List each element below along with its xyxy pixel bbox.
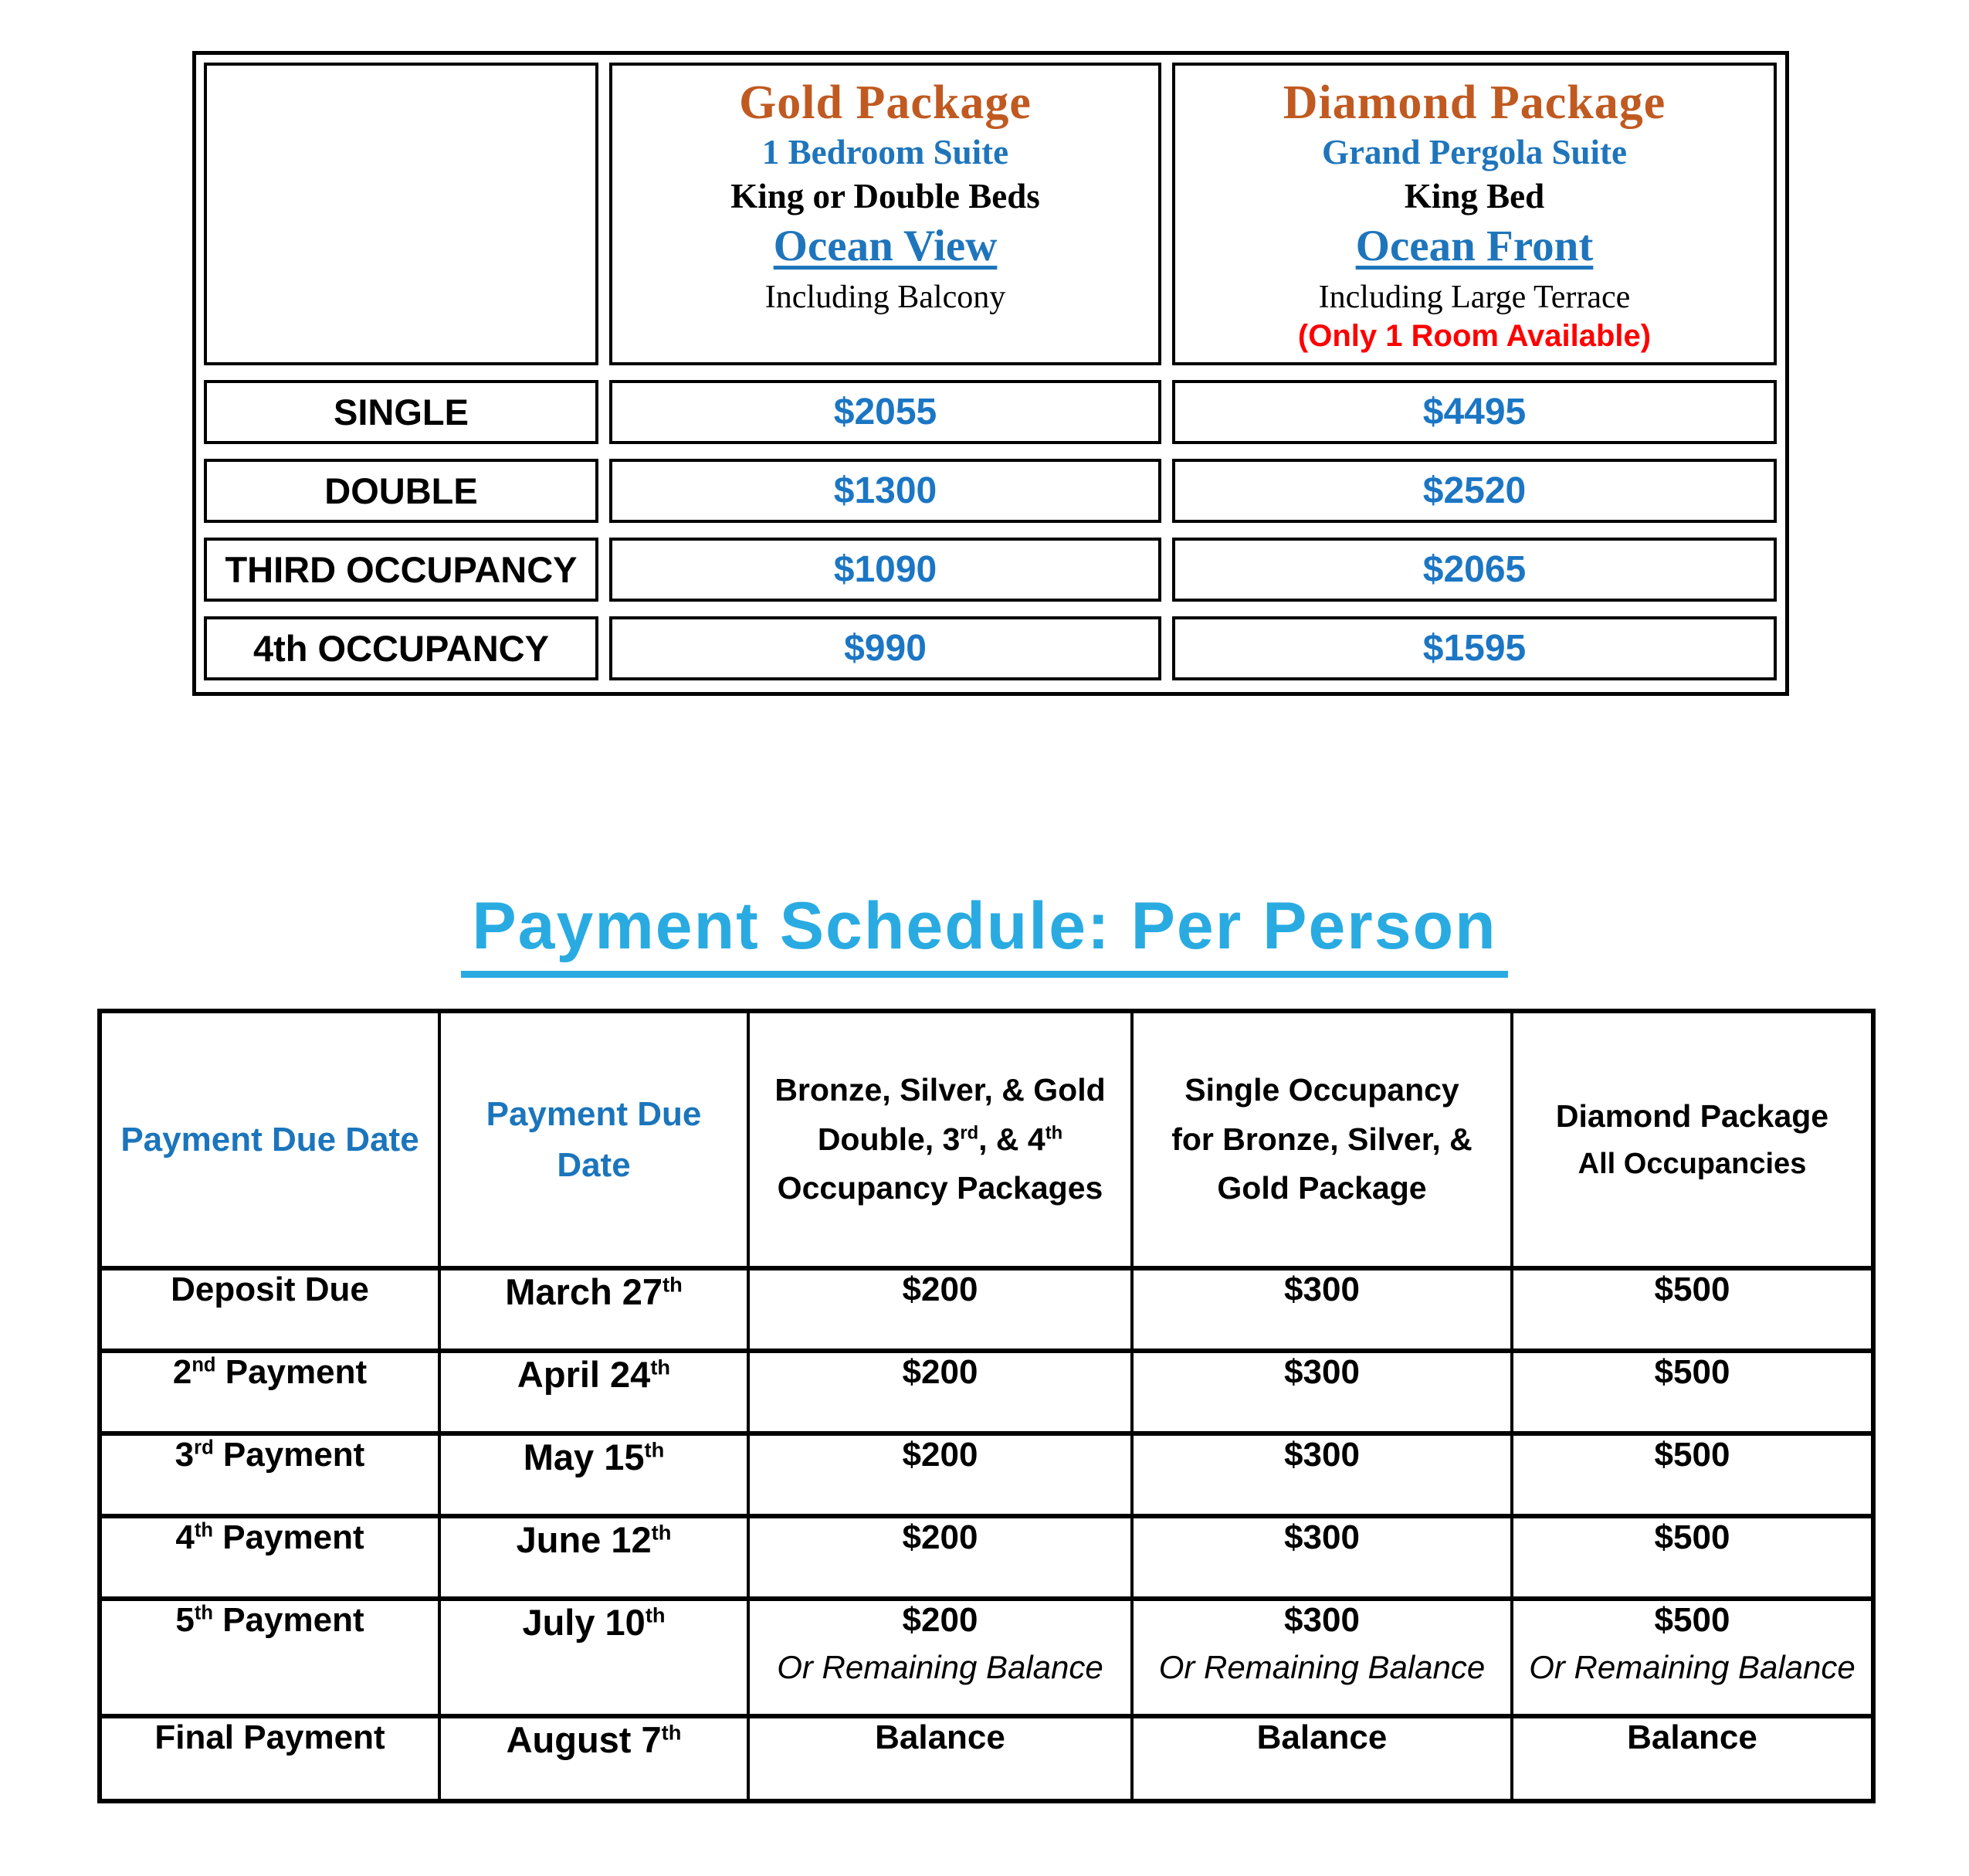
- amount-note: Or Remaining Balance: [1529, 1649, 1855, 1685]
- occupancy-label-text: THIRD OCCUPANCY: [225, 549, 578, 590]
- ordinal-superscript: th: [1045, 1122, 1063, 1144]
- ordinal-superscript: th: [644, 1437, 665, 1462]
- due-date: March 27: [505, 1271, 663, 1312]
- amount-single-cell: [1132, 1351, 1512, 1433]
- diamond-third-occupancy-price: [1172, 538, 1777, 602]
- payment-label-rest: Payment: [213, 1436, 365, 1474]
- ordinal-superscript: rd: [194, 1437, 214, 1459]
- amount: $500: [1654, 1436, 1730, 1474]
- due-date-cell: [439, 1599, 748, 1716]
- diamond-package-beds: King Bed: [1404, 176, 1545, 215]
- amount-single-cell: [1132, 1433, 1512, 1516]
- amount: $200: [902, 1353, 978, 1391]
- price-text: $2055: [833, 392, 937, 433]
- price-text: $2065: [1422, 549, 1527, 590]
- payment-label: 2: [172, 1353, 192, 1391]
- header-payment-due-date-1: [100, 1011, 439, 1268]
- ordinal-superscript: th: [661, 1720, 682, 1745]
- ordinal-superscript: th: [650, 1355, 671, 1379]
- amount: $200: [902, 1436, 978, 1474]
- occupancy-label-text: SINGLE: [334, 392, 469, 433]
- amount-note: Or Remaining Balance: [1158, 1649, 1486, 1685]
- header-line: Single Occupancy: [1184, 1072, 1459, 1108]
- amount: $300: [1284, 1601, 1360, 1639]
- gold-package-title: Gold Package: [739, 76, 1032, 129]
- ordinal-superscript: nd: [191, 1354, 216, 1376]
- schedule-row-4th-payment: [100, 1516, 1873, 1599]
- header-line: Bronze, Silver, & Gold: [774, 1072, 1106, 1108]
- diamond-single-price: [1172, 380, 1777, 444]
- amount-single-cell: [1132, 1716, 1512, 1801]
- price-text: $1090: [833, 549, 937, 590]
- amount-standard-cell: [748, 1268, 1132, 1351]
- due-date: April 24: [517, 1354, 651, 1395]
- amount: $500: [1654, 1518, 1730, 1556]
- occupancy-label-text: 4th OCCUPANCY: [253, 628, 549, 669]
- occupancy-label-text: DOUBLE: [324, 470, 478, 511]
- gold-double-price: [609, 459, 1161, 523]
- gold-third-occupancy-price: [609, 538, 1161, 602]
- header-text-part: Double, 3: [817, 1121, 961, 1157]
- schedule-header-row: [100, 1011, 1873, 1268]
- header-diamond-package: [1512, 1011, 1873, 1268]
- ordinal-superscript: rd: [960, 1122, 979, 1144]
- price-text: $4495: [1422, 392, 1527, 433]
- payment-label-cell: [100, 1433, 439, 1516]
- amount-single-cell: [1132, 1516, 1512, 1599]
- diamond-fourth-occupancy-price: [1172, 616, 1777, 680]
- ordinal-superscript: th: [194, 1602, 213, 1624]
- payment-label-cell: [100, 1716, 439, 1801]
- payment-label-cell: [100, 1351, 439, 1433]
- ordinal-superscript: th: [651, 1520, 672, 1545]
- amount: $200: [902, 1601, 978, 1639]
- payment-label-cell: [100, 1268, 439, 1351]
- payment-label: 4: [175, 1518, 195, 1556]
- occupancy-row-label: [204, 616, 598, 680]
- header-line: Payment Due: [486, 1094, 702, 1133]
- due-date: August 7: [506, 1719, 662, 1760]
- header-line: All Occupancies: [1578, 1147, 1807, 1180]
- amount: $200: [902, 1270, 978, 1308]
- payment-label-rest: Payment: [212, 1601, 364, 1639]
- price-text: $1300: [833, 470, 937, 511]
- gold-package-suite: 1 Bedroom Suite: [761, 133, 1009, 172]
- package-table-corner-cell: [204, 63, 598, 365]
- payment-schedule-table: [97, 1009, 1876, 1803]
- payment-label-rest: Payment: [215, 1353, 368, 1391]
- header-line: Diamond Package: [1555, 1098, 1829, 1135]
- payment-label-rest: Payment: [212, 1518, 364, 1556]
- amount: $200: [902, 1518, 978, 1556]
- diamond-package-extra: Including Large Terrace: [1318, 279, 1631, 315]
- diamond-package-availability-note: (Only 1 Room Available): [1297, 318, 1652, 353]
- amount: $300: [1284, 1270, 1360, 1308]
- amount-single-cell: [1132, 1599, 1512, 1716]
- amount: $500: [1654, 1353, 1730, 1391]
- header-line: Date: [557, 1145, 631, 1184]
- header-line: for Bronze, Silver, &: [1171, 1121, 1473, 1157]
- amount-single-cell: [1132, 1268, 1512, 1351]
- diamond-package-view: Ocean Front: [1355, 222, 1594, 271]
- schedule-row-final-payment: [100, 1716, 1873, 1801]
- gold-package-extra: Including Balcony: [764, 279, 1006, 315]
- due-date-cell: [439, 1516, 748, 1599]
- amount: $300: [1284, 1353, 1360, 1391]
- price-text: $1595: [1422, 628, 1527, 669]
- gold-package-view: Ocean View: [773, 222, 998, 271]
- amount-diamond-cell: [1512, 1268, 1873, 1351]
- amount: $300: [1284, 1436, 1360, 1474]
- ordinal-superscript: th: [645, 1603, 666, 1627]
- occupancy-row-label: [204, 459, 598, 523]
- amount: $300: [1284, 1518, 1360, 1556]
- due-date: May 15: [523, 1437, 645, 1477]
- due-date: July 10: [522, 1602, 646, 1643]
- amount-diamond-cell: [1512, 1351, 1873, 1433]
- amount-standard-cell: [748, 1351, 1132, 1433]
- gold-fourth-occupancy-price: [609, 616, 1161, 680]
- amount-standard-cell: [748, 1716, 1132, 1801]
- schedule-row-5th-payment: [100, 1599, 1873, 1716]
- header-payment-due-date-2: [439, 1011, 748, 1268]
- ordinal-superscript: th: [194, 1519, 213, 1542]
- payment-label: Deposit Due: [171, 1270, 369, 1308]
- amount-diamond-cell: [1512, 1716, 1873, 1801]
- gold-single-price: [609, 380, 1161, 444]
- payment-schedule-heading: [0, 888, 1969, 978]
- amount: Balance: [1627, 1718, 1757, 1756]
- amount-diamond-cell: [1512, 1433, 1873, 1516]
- price-text: $990: [844, 628, 927, 669]
- ordinal-superscript: th: [663, 1272, 683, 1297]
- diamond-package-title: Diamond Package: [1283, 76, 1666, 129]
- amount-diamond-cell: [1512, 1516, 1873, 1599]
- payment-label: 5: [175, 1601, 195, 1639]
- diamond-double-price: [1172, 459, 1777, 523]
- amount-diamond-cell: [1512, 1599, 1873, 1716]
- package-pricing-table: [192, 51, 1789, 696]
- diamond-package-header: [1172, 63, 1777, 365]
- due-date-cell: [439, 1716, 748, 1801]
- amount: Balance: [1256, 1718, 1388, 1756]
- payment-label-cell: [100, 1599, 439, 1716]
- due-date-cell: [439, 1351, 748, 1433]
- header-text-part: , & 4: [978, 1121, 1046, 1157]
- occupancy-row-label: [204, 380, 598, 444]
- diamond-package-suite: Grand Pergola Suite: [1322, 133, 1627, 172]
- due-date-cell: [439, 1268, 748, 1351]
- amount: $500: [1654, 1270, 1730, 1308]
- schedule-row-2nd-payment: [100, 1351, 1873, 1433]
- schedule-row-3rd-payment: [100, 1433, 1873, 1516]
- header-single-occupancy: [1132, 1011, 1512, 1268]
- gold-package-beds: King or Double Beds: [730, 176, 1040, 215]
- payment-label-cell: [100, 1516, 439, 1599]
- occupancy-row-label: [204, 538, 598, 602]
- payment-label: 3: [175, 1436, 195, 1474]
- header-line: [750, 1115, 1130, 1165]
- header-bronze-silver-gold-occupancy: [748, 1011, 1132, 1268]
- header-text: Payment Due Date: [120, 1120, 419, 1159]
- payment-label: Final Payment: [154, 1718, 385, 1756]
- schedule-row-deposit: [100, 1268, 1873, 1351]
- due-date-cell: [439, 1433, 748, 1516]
- due-date: June 12: [516, 1519, 652, 1560]
- amount-standard-cell: [748, 1433, 1132, 1516]
- amount-standard-cell: [748, 1516, 1132, 1599]
- amount: $500: [1654, 1601, 1730, 1639]
- amount-standard-cell: [748, 1599, 1132, 1716]
- payment-schedule-heading-text: Payment Schedule: Per Person: [461, 888, 1507, 978]
- header-line: Gold Package: [1217, 1170, 1427, 1206]
- amount-note: Or Remaining Balance: [777, 1649, 1103, 1685]
- gold-package-header: [609, 63, 1161, 365]
- header-line: Occupancy Packages: [777, 1170, 1103, 1206]
- price-text: $2520: [1422, 470, 1527, 511]
- amount: Balance: [875, 1718, 1005, 1756]
